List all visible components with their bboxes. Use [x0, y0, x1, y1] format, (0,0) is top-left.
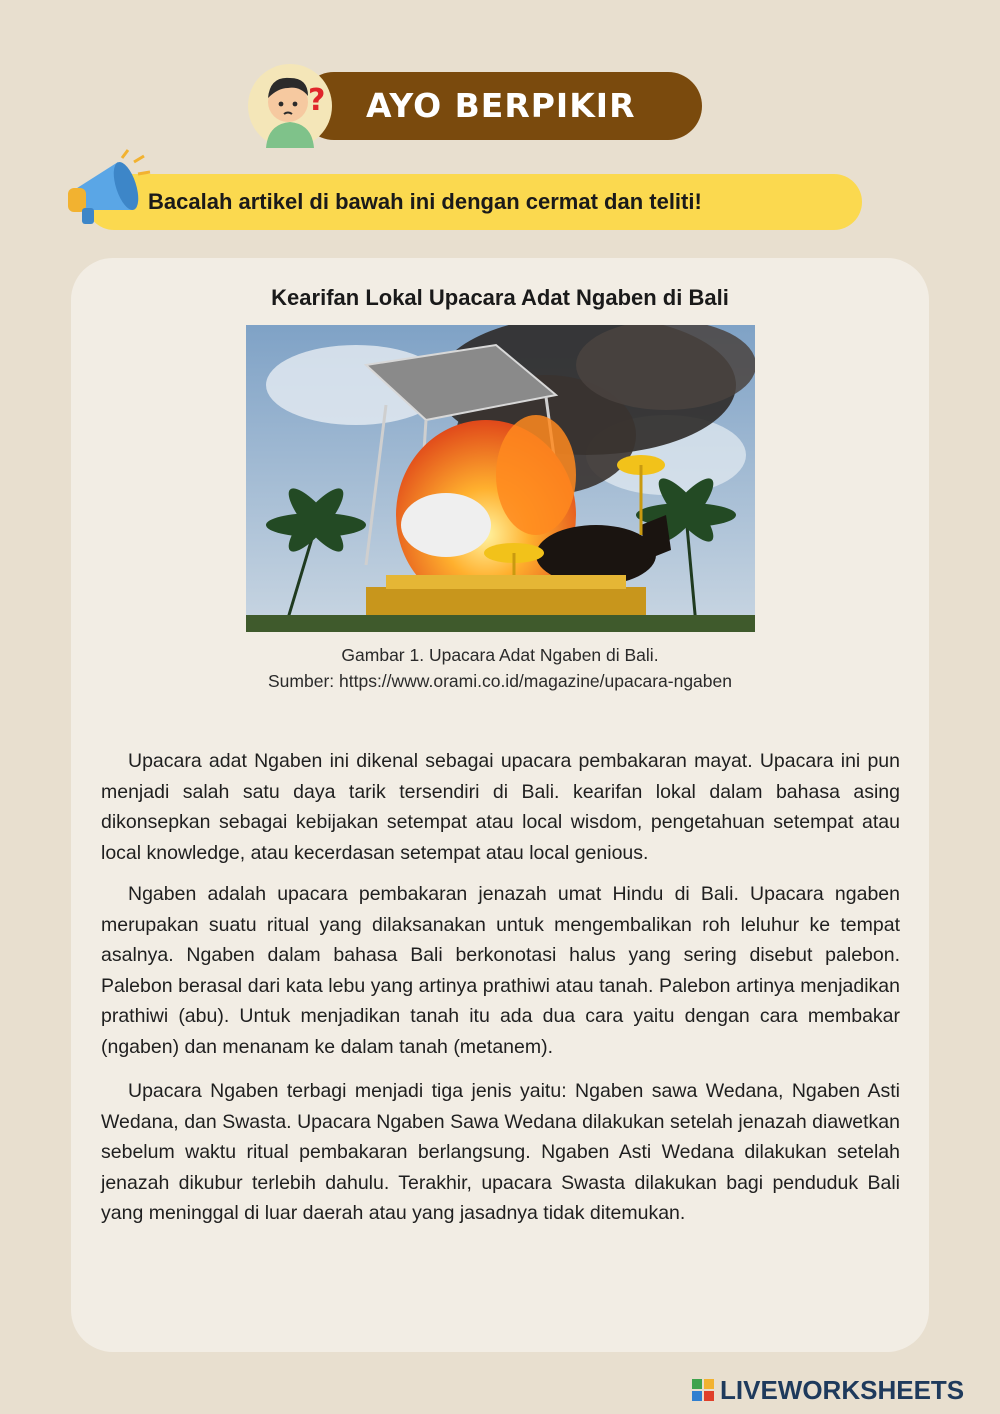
image-caption — [71, 642, 929, 694]
liveworksheets-logo-icon — [692, 1379, 716, 1403]
caption-source: Sumber: https://www.orami.co.id/magazine/upacara-ngaben — [268, 671, 732, 691]
page-title: AYO BERPIKIR — [366, 86, 636, 125]
article-paragraph-3: Upacara Ngaben terbagi menjadi tiga jenis yaitu: Ngaben sawa Wedana, Ngaben Asti Wedana, dan Swasta. Upacara Ngaben Sawa Wedana dilakukan setelah jenazah diawetkan sebelum waktu ritual pembakaran berlangsung. Ngaben Asti Wedana dilakukan setelah jenazah dikubur terlebih dahulu. Terakhir, upacara Swasta dilakukan bagi penduduk Bali yang meninggal di luar daerah atau yang jasadnya tidak ditemukan. — [101, 1080, 900, 1224]
instruction-text: Bacalah artikel di bawah ini dengan cermat dan teliti! — [148, 189, 702, 214]
article-paragraph-2: Ngaben adalah upacara pembakaran jenazah umat Hindu di Bali. Upacara ngaben merupakan suatu ritual yang dilaksanakan untuk mengembalikan roh leluhur ke tempat asalnya. Ngaben dalam bahasa Bali berkonotasi halus yang sering disebut palebon. Palebon berasal dari kata lebu yang artinya prathiwi atau tanah. Palebon artinya menjadikan prathiwi (abu). Untuk menjadikan tanah itu ada dua cara yaitu dengan cara membakar (ngaben) dan menanam ke dalam tanah (metanem). — [101, 883, 900, 1058]
liveworksheets-logo[interactable] — [690, 1374, 990, 1406]
svg-text:?: ? — [308, 83, 326, 118]
caption-line-1: Gambar 1. Upacara Adat Ngaben di Bali. — [341, 645, 659, 665]
ngaben-photo — [246, 325, 755, 632]
liveworksheets-logo-text: LIVEWORKSHEETS — [720, 1375, 965, 1405]
article-paragraph-1: Upacara adat Ngaben ini dikenal sebagai upacara pembakaran mayat. Upacara ini pun menjadi salah satu daya tarik tersendiri di Bali. kearifan lokal dalam bahasa asing dikonsepkan sebagai kebijakan setempat atau local wisdom, pengetahuan setempat atau local knowledge, atau kecerdasan setempat atau local genious. — [101, 750, 900, 864]
article-title: Kearifan Lokal Upacara Adat Ngaben di Bali — [271, 285, 729, 310]
thinking-child-icon — [244, 58, 344, 150]
